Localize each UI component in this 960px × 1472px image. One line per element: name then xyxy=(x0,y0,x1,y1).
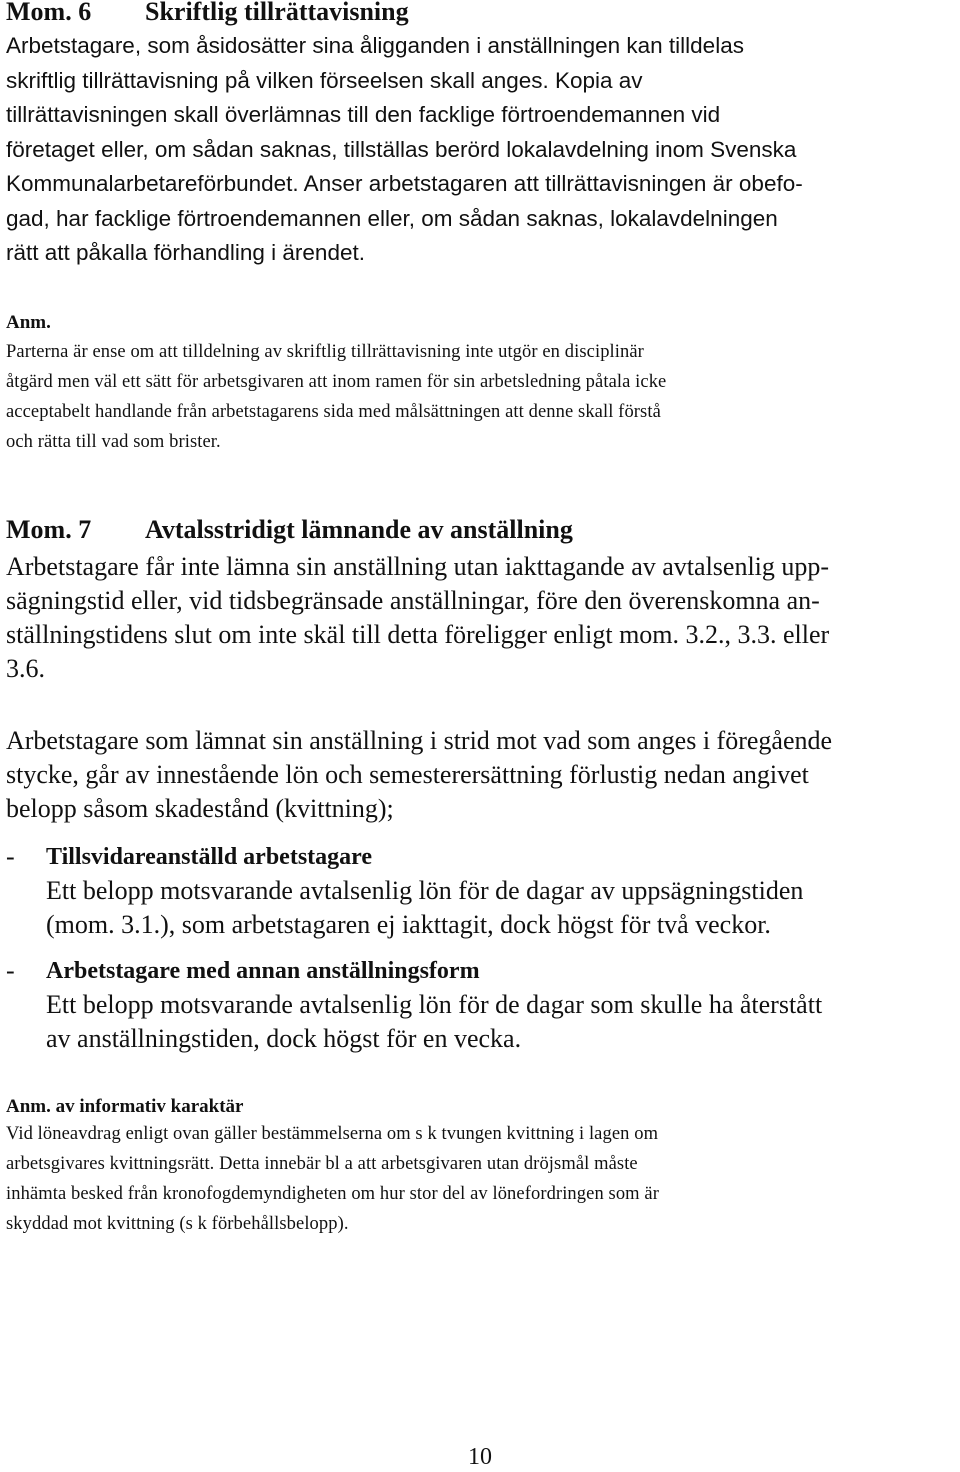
section-mom7 xyxy=(6,514,951,686)
list-item-title: Arbetstagare med annan anställningsform xyxy=(46,958,480,984)
section-title: Avtalsstridigt lämnande av anställning xyxy=(145,515,573,544)
anm-text: Vid löneavdrag enligt ovan gäller bestämmelserna om s k tvungen kvittning i lagen om arbetsgivares kvittningsrätt. Detta innebär bl a att arbetsgivaren utan dröjsmål måste inhämta besked från kronofogdemyndigheten om hur stor del av lönefordringen som är skyddad mot kvittning (s k förbehållsbelopp). xyxy=(6,1124,659,1234)
list-item xyxy=(6,954,951,1056)
section-number: Mom. 6 xyxy=(6,0,92,26)
section-title: Skriftlig tillrättavisning xyxy=(145,0,409,26)
section-number: Mom. 7 xyxy=(6,515,92,544)
list-item-text: Ett belopp motsvarande avtalsenlig lön för de dagar av uppsägningstiden (mom. 3.1.), som arbetstagaren ej iakttagit, dock högst för två veckor. xyxy=(46,876,804,939)
body-paragraph: Arbetstagare, som åsidosätter sina åligganden i anställningen kan tilldelas skriftlig tillrättavisning på vilken förseelsen skall anges. Kopia av tillrättavisningen skall överlämnas till den facklige förtroendemannen vid företaget eller, om sådan saknas, tillställas berörd lokalavdelning inom Svenska Kommunalarbetareförbundet. Anser arbetstagaren att tillrättavisningen är obefo- gad, har facklige förtroendemannen eller, om sådan saknas, lokalavdelningen rätt att påkalla förhandling i ärendet. xyxy=(6,33,803,265)
section-heading xyxy=(6,0,951,28)
section-mom6 xyxy=(6,0,951,271)
list-item xyxy=(6,840,951,942)
page-number: 10 xyxy=(468,1444,492,1470)
list-dash: - xyxy=(6,842,15,871)
anm-label: Anm. av informativ karaktär xyxy=(6,1096,244,1117)
body-paragraph: Arbetstagare får inte lämna sin anställning utan iakttagande av avtalsenlig upp- sägningstid eller, vid tidsbegränsade anställningar, före den överenskomna an- ställningstidens slut om inte skäl till detta föreligger enligt mom. 3.2., 3.3. eller 3.6. xyxy=(6,552,830,683)
section-heading xyxy=(6,514,951,546)
list-dash: - xyxy=(6,956,15,985)
list-item-title: Tillsvidareanställd arbetstagare xyxy=(46,844,373,870)
anm-text: Parterna är ense om att tilldelning av skriftlig tillrättavisning inte utgör en disciplinär åtgärd men väl ett sätt för arbetsgivaren att inom ramen för sin arbetsledning påtala icke acceptabelt handlande från arbetstagarens sida med målsättningen att denne skall förstå och rätta till vad som brister. xyxy=(6,342,667,452)
anm-block xyxy=(6,311,951,457)
list-item-text: Ett belopp motsvarande avtalsenlig lön för de dagar som skulle ha återstått av anställningstiden, dock högst för en vecka. xyxy=(46,990,823,1053)
body-paragraph: Arbetstagare som lämnat sin anställning i strid mot vad som anges i föregående stycke, går av innestående lön och semesterersättning förlustig nedan angivet belopp såsom skadestånd (kvittning); xyxy=(6,726,833,823)
anm-label: Anm. xyxy=(6,312,51,333)
anm-informative-block xyxy=(6,1095,951,1239)
